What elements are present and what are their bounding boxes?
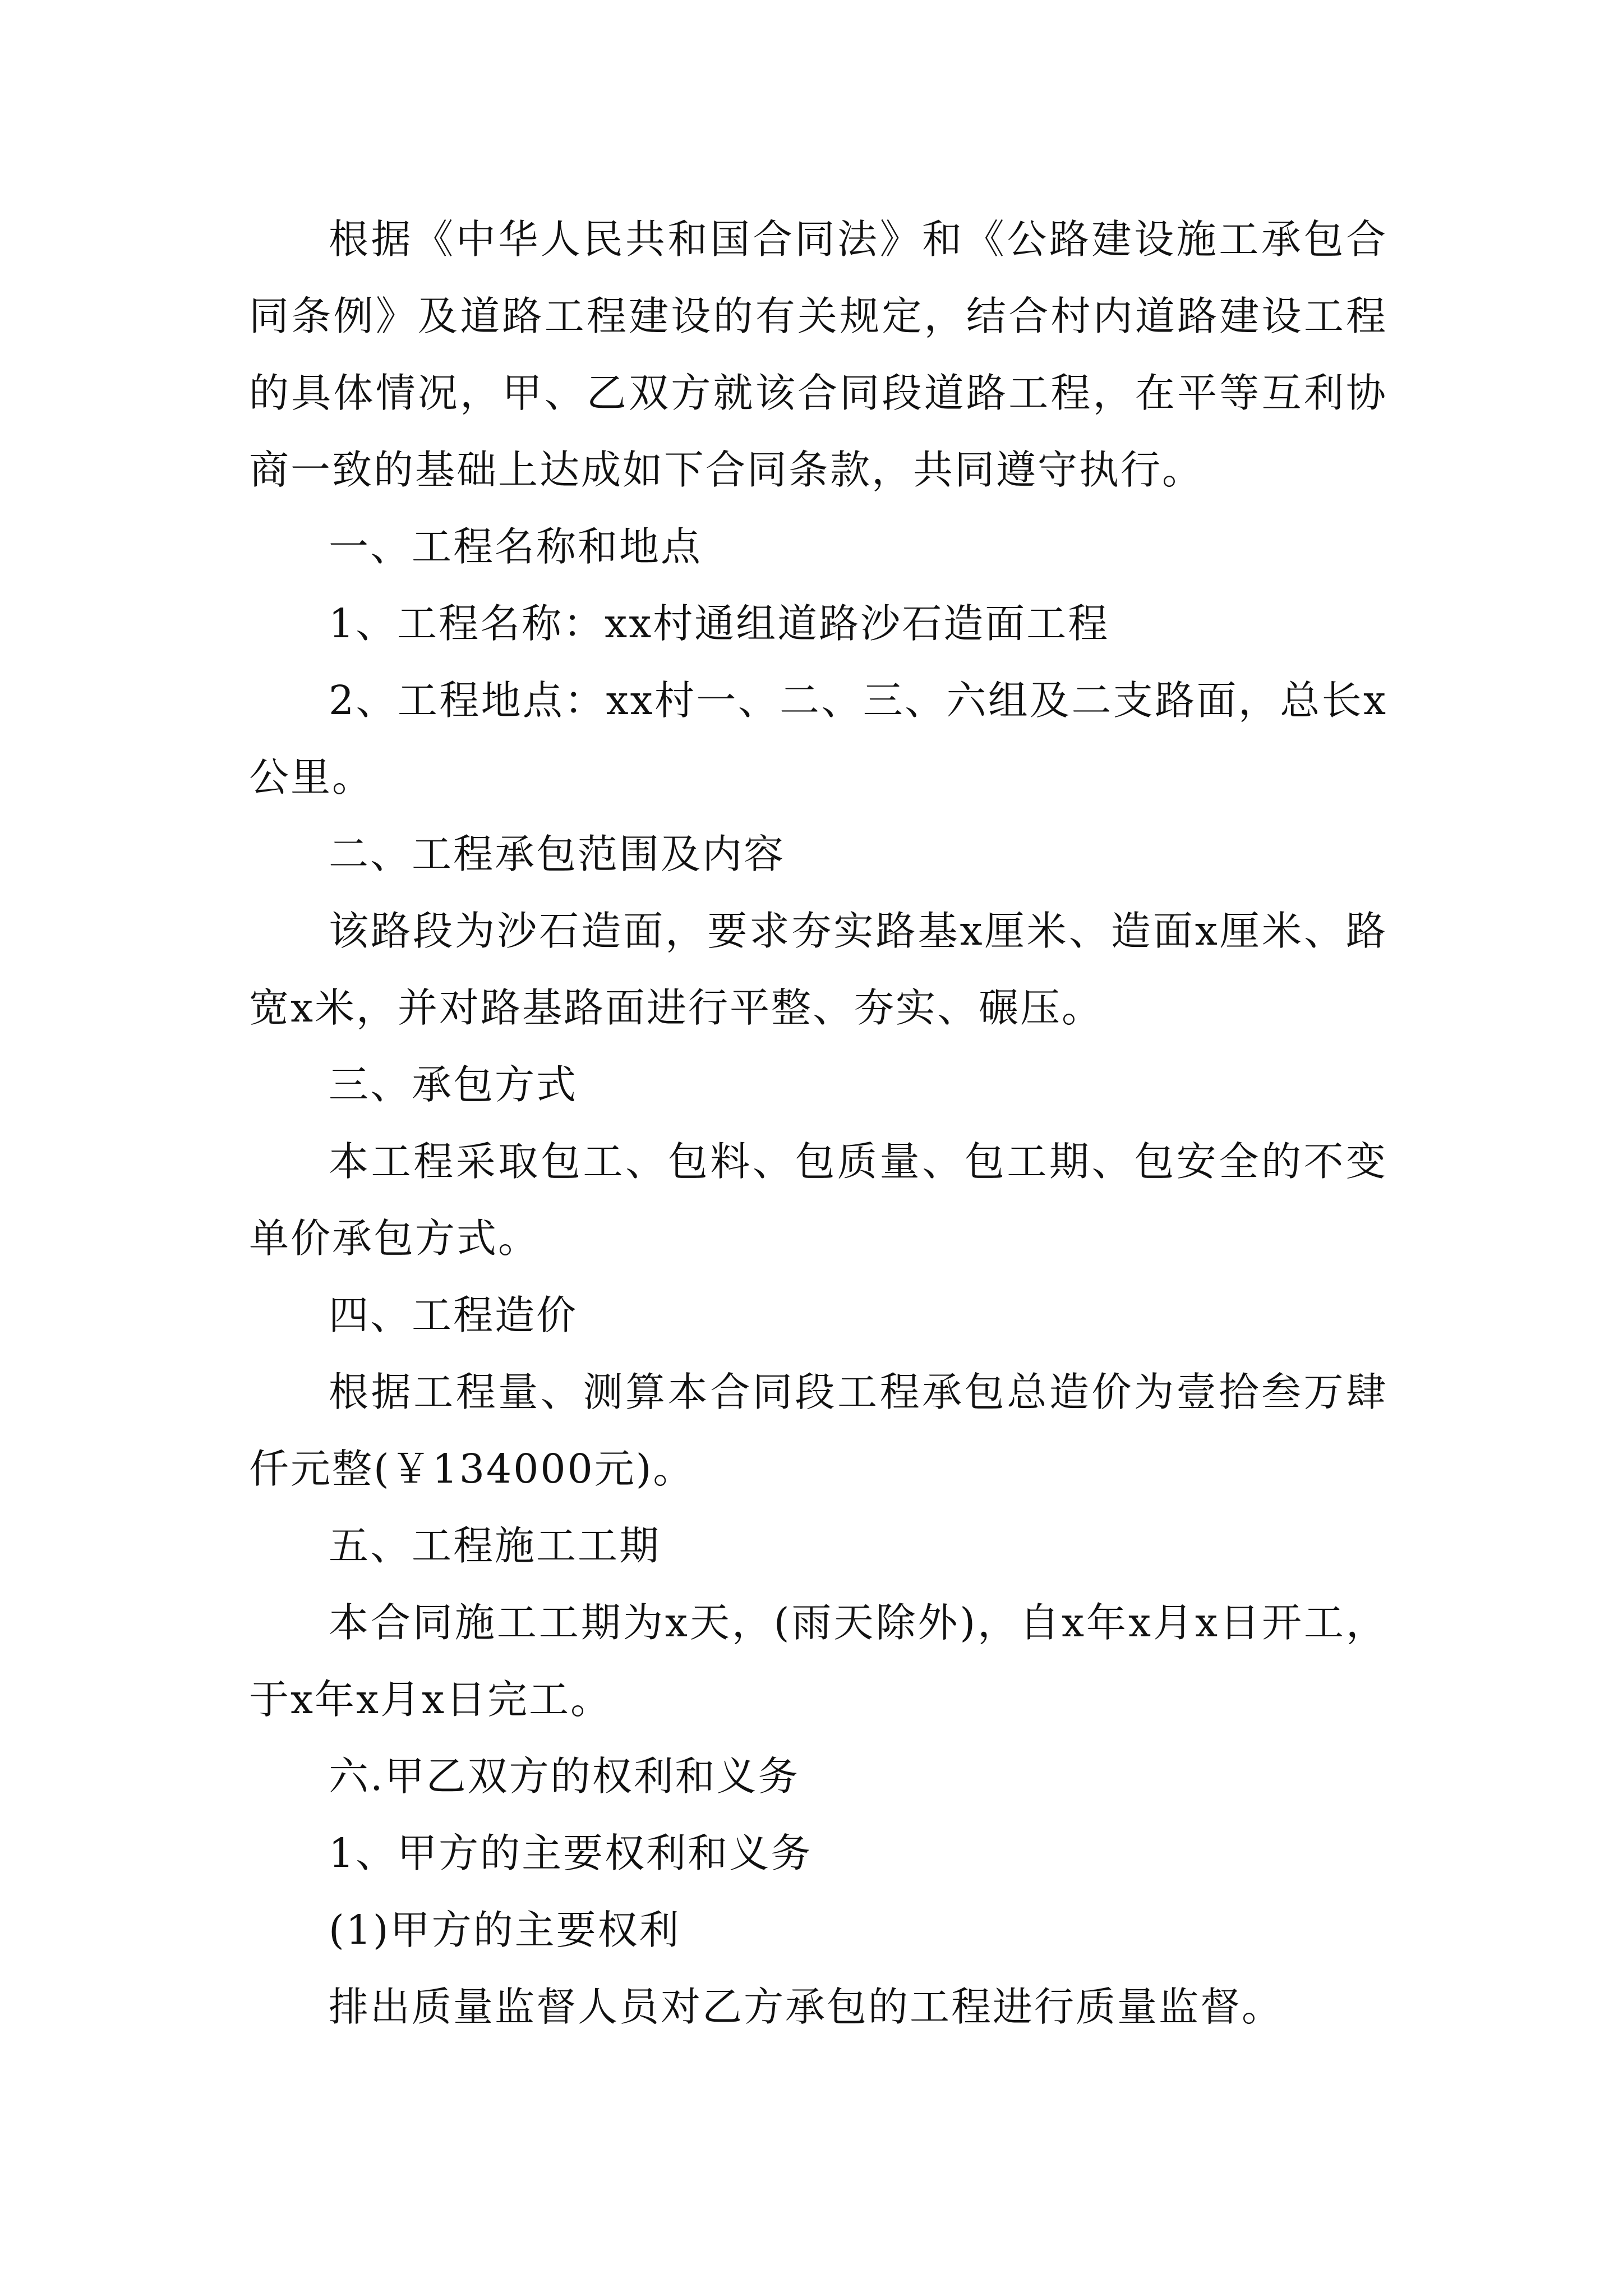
paragraph-cost: 根据工程量、测算本合同段工程承包总造价为壹拾叁万肆仟元整(￥134000元)。 (249, 1369, 1387, 1492)
section-heading-2: 二、工程承包范围及内容 (329, 831, 786, 877)
paragraph-schedule: 本合同施工工期为x天，(雨天除外)，自x年x月x日开工，于x年x月x日完工。 (249, 1599, 1387, 1723)
section-heading-6: 六.甲乙双方的权利和义务 (329, 1753, 800, 1800)
section-heading-4: 四、工程造价 (329, 1292, 578, 1338)
section-heading-1: 一、工程名称和地点 (329, 523, 703, 570)
subsection-heading-1-1: (1)甲方的主要权利 (329, 1907, 681, 1953)
paragraph-scope: 该路段为沙石造面，要求夯实路基x厘米、造面x厘米、路宽x米，并对路基路面进行平整、夯实、碾压。 (249, 908, 1387, 1031)
paragraph-preamble: 根据《中华人民共和国合同法》和《公路建设施工承包合同条例》及道路工程建设的有关规定，结合村内道路建设工程的具体情况，甲、乙双方就该合同段道路工程，在平等互利协商一致的基础上达成如下合同条款，共同遵守执行。 (249, 216, 1387, 493)
paragraph-project-location: 2、工程地点：xx村一、二、三、六组及二支路面，总长x公里。 (249, 677, 1387, 800)
paragraph-project-name: 1、工程名称：xx村通组道路沙石造面工程 (329, 600, 1110, 647)
paragraph-contract-method: 本工程采取包工、包料、包质量、包工期、包安全的不变单价承包方式。 (249, 1138, 1387, 1262)
document-body (249, 201, 1387, 2045)
paragraph-party-a-rights: 排出质量监督人员对乙方承包的工程进行质量监督。 (329, 1984, 1284, 2030)
section-heading-3: 三、承包方式 (329, 1061, 578, 1108)
subsection-heading-1: 1、甲方的主要权利和义务 (329, 1830, 813, 1876)
section-heading-5: 五、工程施工工期 (329, 1522, 661, 1569)
